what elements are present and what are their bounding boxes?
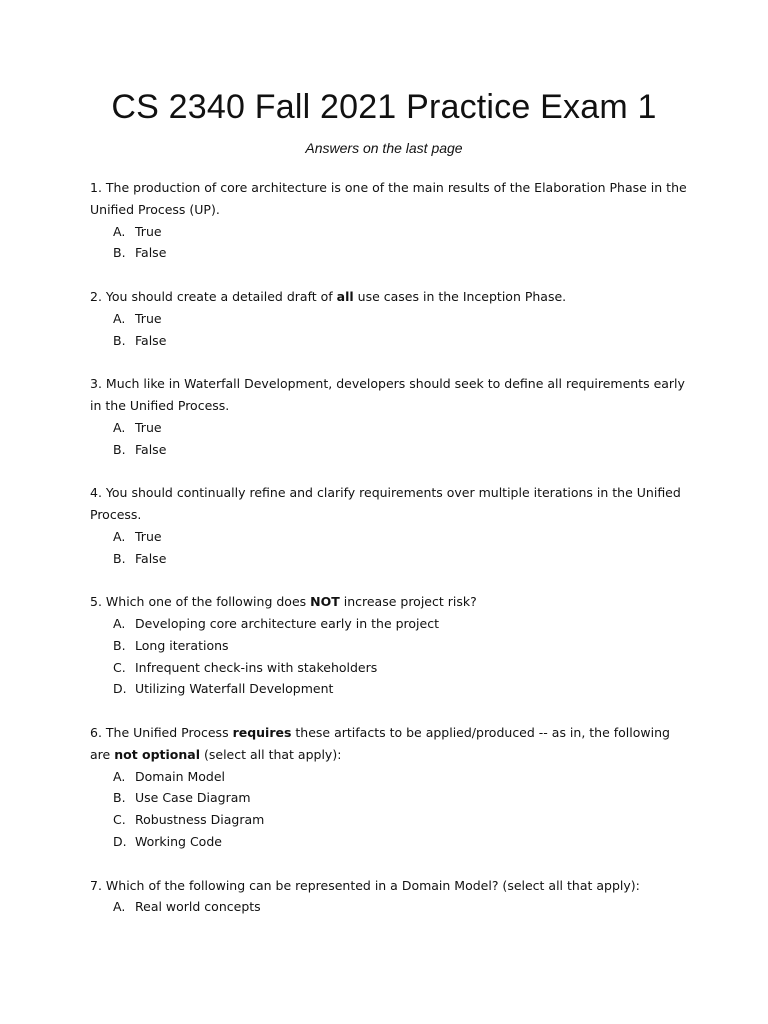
- question-text: [90, 875, 690, 897]
- question-number: 3.: [90, 376, 102, 392]
- question-text: [90, 286, 690, 308]
- question-segment: increase project risk?: [339, 594, 477, 610]
- question-number: 5.: [90, 594, 102, 610]
- question-number: 2.: [90, 288, 102, 304]
- answer-option: [90, 242, 690, 264]
- question-4: [90, 482, 690, 569]
- option-text: False: [135, 332, 167, 348]
- option-text: Long iterations: [135, 637, 229, 653]
- question-emphasis: requires: [232, 724, 292, 740]
- option-letter: A.: [113, 419, 126, 435]
- option-letter: A.: [113, 223, 126, 239]
- question-segment: these artifacts to be applied/produced -- as in, the following are: [90, 724, 670, 762]
- option-list: [90, 221, 690, 265]
- option-text: False: [135, 441, 167, 457]
- question-number: 6.: [90, 724, 102, 740]
- option-text: False: [135, 245, 167, 261]
- answer-option: [90, 221, 690, 243]
- option-letter: D.: [113, 833, 127, 849]
- answer-option: [90, 766, 690, 788]
- option-letter: C.: [113, 659, 126, 675]
- answer-option: [90, 787, 690, 809]
- option-text: Robustness Diagram: [135, 812, 265, 828]
- question-text: [90, 482, 690, 526]
- option-letter: B.: [113, 550, 126, 566]
- option-text: Utilizing Waterfall Development: [135, 681, 334, 697]
- question-number: 4.: [90, 485, 102, 501]
- question-segment: (select all that apply):: [200, 746, 342, 762]
- option-letter: A.: [113, 615, 126, 631]
- answer-option: [90, 831, 690, 853]
- option-letter: D.: [113, 681, 127, 697]
- option-text: Infrequent check-ins with stakeholders: [135, 659, 378, 675]
- option-letter: A.: [113, 768, 126, 784]
- option-letter: A.: [113, 528, 126, 544]
- answer-option: [90, 548, 690, 570]
- option-text: True: [135, 419, 162, 435]
- answer-option: [90, 439, 690, 461]
- option-text: True: [135, 528, 162, 544]
- option-text: Domain Model: [135, 768, 226, 784]
- question-segment: Much like in Waterfall Development, developers should seek to define all requirements early in the Unified Process.: [90, 376, 685, 413]
- question-segment: You should continually refine and clarify requirements over multiple iterations in the Unified Process.: [90, 485, 681, 522]
- option-letter: A.: [113, 899, 126, 915]
- answer-option: [90, 678, 690, 700]
- answer-option: [90, 330, 690, 352]
- question-emphasis: not optional: [114, 746, 201, 762]
- question-6: [90, 722, 690, 853]
- page-subtitle: Answers on the last page: [305, 140, 463, 156]
- answer-option: [90, 308, 690, 330]
- question-segment: You should create a detailed draft of: [105, 288, 337, 304]
- option-letter: A.: [113, 310, 126, 326]
- answer-option: [90, 896, 690, 918]
- option-text: Working Code: [135, 833, 222, 849]
- option-text: True: [135, 223, 162, 239]
- option-letter: B.: [113, 637, 126, 653]
- page-title: CS 2340 Fall 2021 Practice Exam 1: [111, 88, 657, 126]
- question-segment: Which one of the following does: [105, 594, 311, 610]
- question-1: [90, 177, 690, 264]
- answer-option: [90, 613, 690, 635]
- question-text: [90, 591, 690, 613]
- question-text: [90, 373, 690, 417]
- option-list: [90, 896, 690, 918]
- question-list: [90, 177, 690, 940]
- option-letter: B.: [113, 245, 126, 261]
- question-text: [90, 177, 690, 221]
- question-segment: The production of core architecture is one of the main results of the Elaboration Phase in the Unified Process (UP).: [90, 180, 687, 217]
- question-number: 7.: [90, 877, 102, 893]
- option-letter: B.: [113, 332, 126, 348]
- question-segment: Which of the following can be represented in a Domain Model? (select all that apply):: [105, 877, 640, 893]
- question-3: [90, 373, 690, 460]
- option-text: Developing core architecture early in the project: [135, 615, 439, 631]
- question-segment: use cases in the Inception Phase.: [353, 288, 567, 304]
- question-segment: The Unified Process: [105, 724, 233, 740]
- answer-option: [90, 657, 690, 679]
- option-list: [90, 526, 690, 570]
- question-5: [90, 591, 690, 700]
- answer-option: [90, 809, 690, 831]
- option-text: Use Case Diagram: [135, 790, 251, 806]
- question-7: [90, 875, 690, 919]
- question-emphasis: NOT: [310, 594, 340, 610]
- option-text: False: [135, 550, 167, 566]
- option-letter: C.: [113, 812, 126, 828]
- option-list: [90, 308, 690, 352]
- option-text: True: [135, 310, 162, 326]
- option-list: [90, 417, 690, 461]
- question-text: [90, 722, 690, 766]
- answer-option: [90, 526, 690, 548]
- option-text: Real world concepts: [135, 899, 261, 915]
- question-2: [90, 286, 690, 351]
- question-emphasis: all: [336, 288, 354, 304]
- question-number: 1.: [90, 180, 102, 195]
- option-list: [90, 613, 690, 700]
- answer-option: [90, 635, 690, 657]
- option-letter: B.: [113, 441, 126, 457]
- option-letter: B.: [113, 790, 126, 806]
- answer-option: [90, 417, 690, 439]
- option-list: [90, 766, 690, 853]
